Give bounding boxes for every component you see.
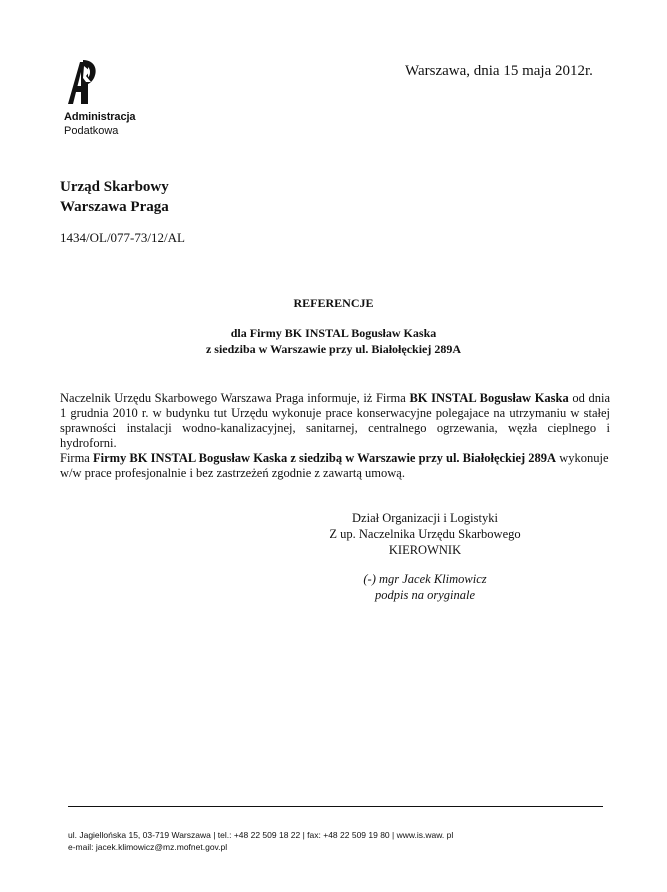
- letter-subtitle: [0, 325, 667, 357]
- subtitle-line-2: z siedziba w Warszawie przy ul. Białołęckiej 289A: [205, 342, 462, 356]
- footer: [68, 829, 453, 853]
- letter-body: [60, 391, 610, 481]
- subtitle-line-1: dla Firmy BK INSTAL Bogusław Kaska: [230, 326, 437, 340]
- office-location: Warszawa Praga: [60, 199, 169, 215]
- company-name-address: Firmy BK INSTAL Bogusław Kaska z siedzibą w Warszawie przy ul. Białołęckiej 289A: [92, 451, 557, 465]
- footer-contact: ul. Jagiellońska 15, 03-719 Warszawa | tel.: +48 22 509 18 22 | fax: +48 22 509 19 80 | www.is.waw. pl: [68, 830, 454, 840]
- authorization: Z up. Naczelnika Urzędu Skarbowego: [329, 527, 521, 541]
- signature-note: podpis na oryginale: [375, 588, 475, 602]
- logo: [60, 58, 160, 142]
- paragraph-2: Firma Firmy BK INSTAL Bogusław Kaska z siedzibą w Warszawie przy ul. Białołęckiej 289A wykonuje w/w prace profesjonalnie i bez zastrzeżeń zgodnie z zawartą umową.: [60, 451, 609, 480]
- department: Dział Organizacji i Logistyki: [352, 511, 498, 525]
- signature-block: [290, 510, 560, 558]
- reference-number: 1434/OL/077-73/12/AL: [60, 230, 185, 245]
- letter-title: REFERENCJE: [293, 296, 374, 310]
- footer-divider: [68, 806, 603, 807]
- office-name: Urząd Skarbowy: [60, 179, 169, 195]
- company-name: BK INSTAL Bogusław Kaska: [409, 391, 569, 405]
- footer-email: e-mail: jacek.klimowicz@mz.mofnet.gov.pl: [68, 842, 228, 852]
- signature-name-block: [290, 571, 560, 603]
- logo-name: Administracja: [64, 111, 136, 123]
- office-block: [60, 177, 169, 217]
- logo-subtitle: Podatkowa: [64, 125, 119, 137]
- paragraph-1: Naczelnik Urzędu Skarbowego Warszawa Praga informuje, iż Firma BK INSTAL Bogusław Kaska od dnia 1 grudnia 2010 r. w budynku tut Urzędu wykonuje prace konserwacyjne polegajace na utrzymaniu w stałej sprawności instalacji wodno-kanalizacyjnej, sanitarnej, centralnego ogrzewania, węzła cieplnego i hydroforni.: [60, 391, 610, 450]
- letter-date: Warszawa, dnia 15 maja 2012r.: [405, 63, 593, 79]
- position: KIEROWNIK: [388, 543, 462, 557]
- signatory-name: (-) mgr Jacek Klimowicz: [363, 572, 487, 586]
- ap-logo-icon: [64, 58, 98, 106]
